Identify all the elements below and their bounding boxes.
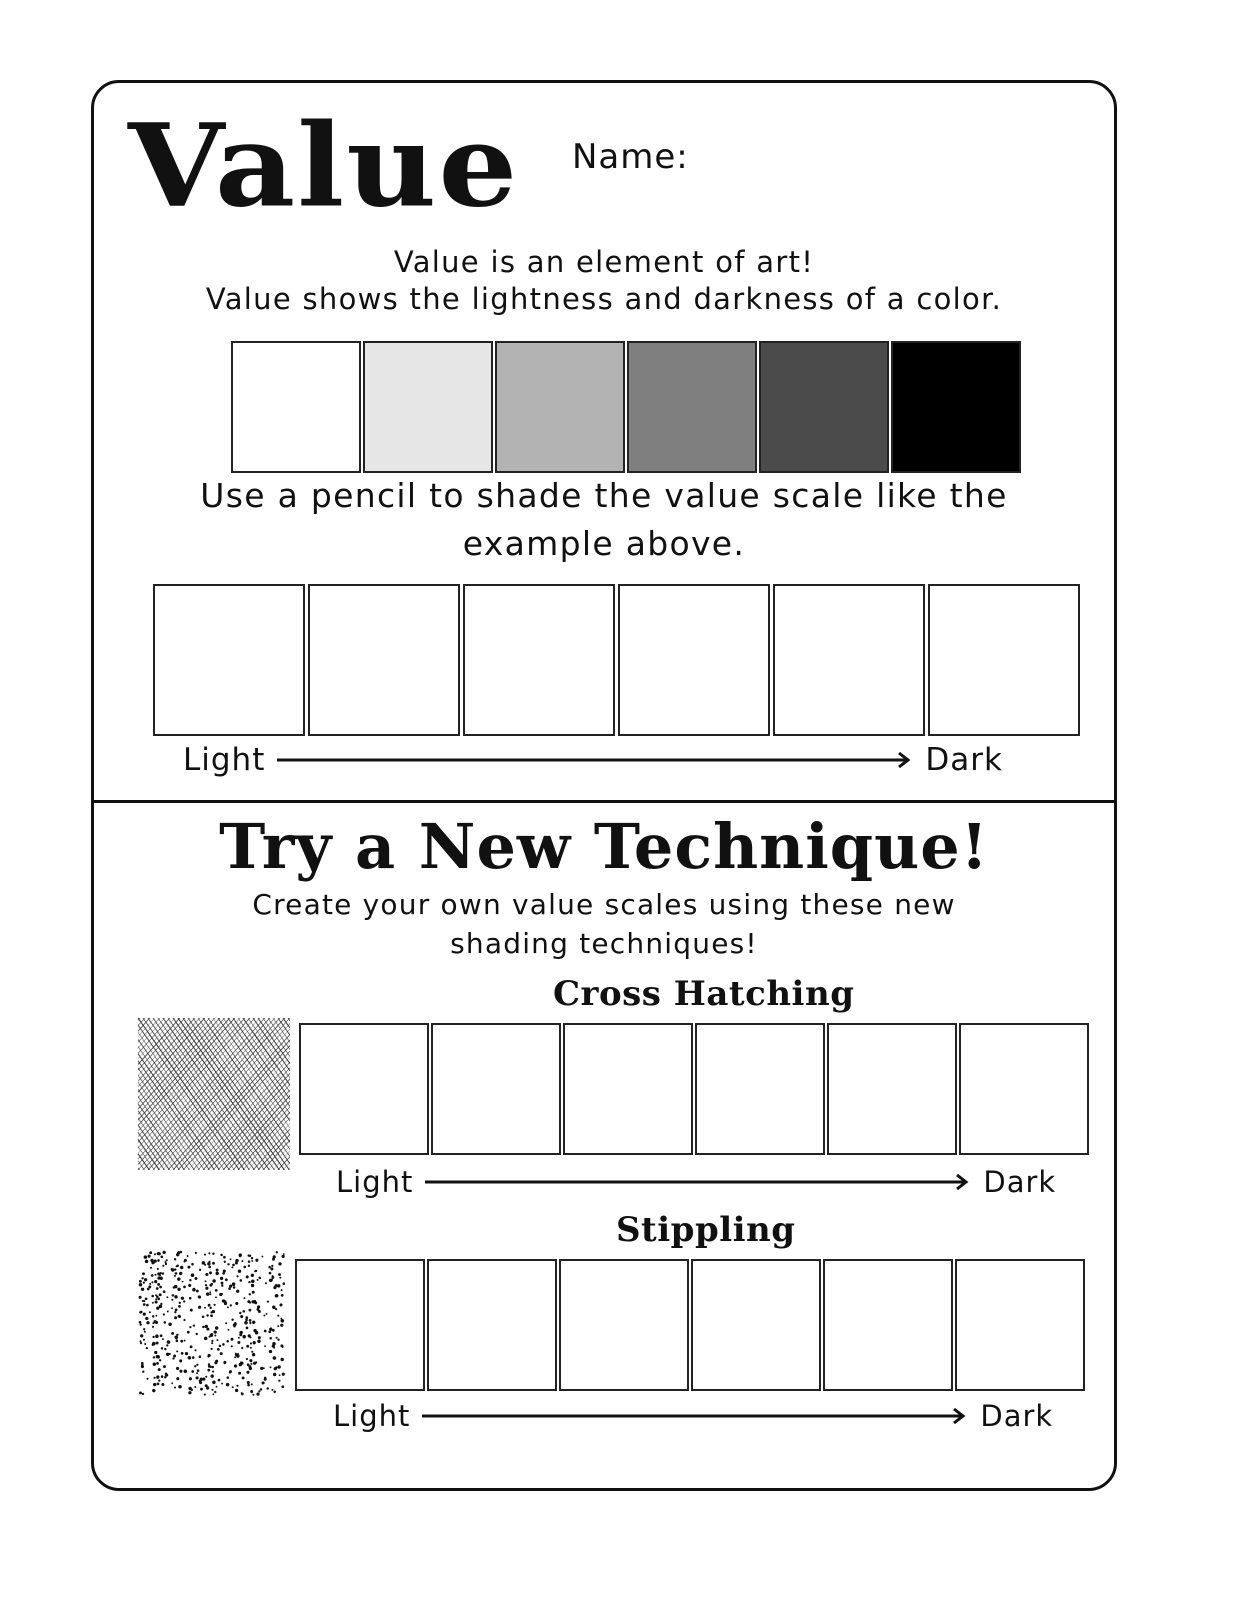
cross-hatching-sample-icon <box>138 1018 290 1174</box>
stippling-title: Stippling <box>616 1210 796 1250</box>
stippling-box-6[interactable] <box>955 1259 1085 1391</box>
page-title: Value <box>128 99 520 234</box>
cross-hatching-box-6[interactable] <box>959 1023 1089 1155</box>
cross-hatching-value-scale <box>299 1023 1091 1155</box>
cross-hatching-box-1[interactable] <box>299 1023 429 1155</box>
instruction-line-1: Use a pencil to shade the value scale like the <box>200 476 1008 515</box>
cross-hatching-axis <box>336 1162 1056 1202</box>
stippling-box-5[interactable] <box>823 1259 953 1391</box>
practice-box-1[interactable] <box>153 584 305 736</box>
name-field-label: Name: <box>572 137 689 177</box>
cross-hatching-box-5[interactable] <box>827 1023 957 1155</box>
example-swatch-6 <box>891 341 1021 473</box>
section-divider <box>91 800 1117 803</box>
stippling-box-4[interactable] <box>691 1259 821 1391</box>
technique-subtext-line-2: shading techniques! <box>450 927 758 960</box>
stippling-axis <box>333 1396 1053 1436</box>
stippling-box-2[interactable] <box>427 1259 557 1391</box>
example-value-scale <box>231 341 1023 473</box>
stippling-box-3[interactable] <box>559 1259 689 1391</box>
light-label: Light <box>333 1399 411 1433</box>
technique-subtext-line-1: Create your own value scales using these new <box>252 888 956 921</box>
technique-heading: Try a New Technique! <box>219 810 989 883</box>
dark-label: Dark <box>980 1399 1054 1433</box>
practice-value-scale <box>153 584 1083 736</box>
stippling-box-1[interactable] <box>295 1259 425 1391</box>
practice-box-5[interactable] <box>773 584 925 736</box>
right-arrow-icon <box>277 750 913 770</box>
stippling-sample-icon <box>138 1250 286 1402</box>
light-label: Light <box>336 1165 414 1199</box>
example-swatch-1 <box>231 341 361 473</box>
stippling-value-scale <box>295 1259 1087 1391</box>
example-swatch-4 <box>627 341 757 473</box>
light-label: Light <box>183 742 266 778</box>
intro-text <box>91 244 1117 318</box>
dark-label: Dark <box>983 1165 1057 1199</box>
practice-box-2[interactable] <box>308 584 460 736</box>
example-swatch-2 <box>363 341 493 473</box>
cross-hatching-box-3[interactable] <box>563 1023 693 1155</box>
example-swatch-5 <box>759 341 889 473</box>
technique-subtext <box>91 885 1117 963</box>
cross-hatching-box-4[interactable] <box>695 1023 825 1155</box>
instruction-line-2: example above. <box>462 524 746 563</box>
cross-hatching-title: Cross Hatching <box>553 974 855 1014</box>
intro-line-2: Value shows the lightness and darkness of a color. <box>205 282 1003 316</box>
practice-box-4[interactable] <box>618 584 770 736</box>
right-arrow-icon <box>422 1406 968 1426</box>
intro-line-1: Value is an element of art! <box>393 245 815 279</box>
cross-hatching-box-2[interactable] <box>431 1023 561 1155</box>
practice-box-3[interactable] <box>463 584 615 736</box>
light-dark-axis <box>183 740 1003 780</box>
dark-label: Dark <box>925 742 1003 778</box>
instruction-text <box>91 472 1117 568</box>
practice-box-6[interactable] <box>928 584 1080 736</box>
right-arrow-icon <box>425 1172 971 1192</box>
example-swatch-3 <box>495 341 625 473</box>
